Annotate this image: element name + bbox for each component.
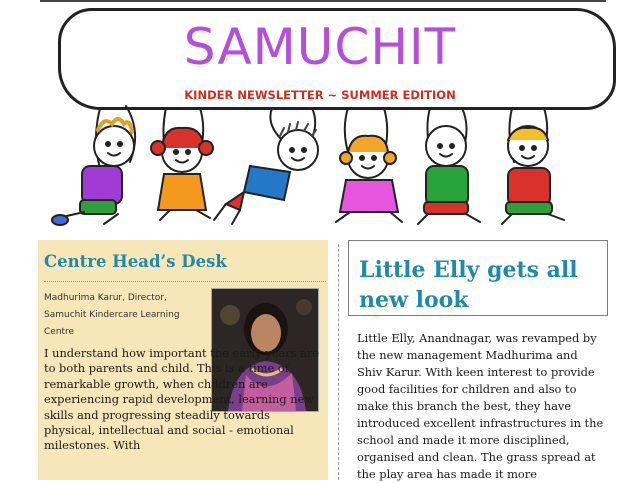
purple-shirt-child (52, 106, 135, 225)
column-divider (338, 244, 339, 480)
byline-org: Samuchit Kindercare Learning (44, 310, 180, 320)
centre-head-body (44, 346, 324, 454)
masthead (0, 0, 640, 232)
article-heading: Little Elly gets all new look (359, 257, 578, 313)
children-holding-banner-illustration (0, 100, 640, 230)
centre-head-paragraph: I understand how important the early years are to both parents and child. This is a time of remarkable growth, when children are experiencing rapid development, learning new skills and progressing steadily towards physical, intellectual and social - emotional milestones. With (44, 346, 320, 453)
newsletter-title: SAMUCHIT (183, 18, 457, 76)
red-shirt-child (502, 108, 564, 224)
heading-divider (44, 281, 326, 282)
newsletter-edition: KINDER NEWSLETTER ~ SUMMER EDITION (184, 88, 456, 102)
blue-shirt-child (214, 108, 318, 224)
centre-head-section (38, 240, 328, 480)
green-shirt-child (418, 108, 480, 224)
byline-tail: Centre (44, 327, 75, 337)
pink-shirt-girl (336, 108, 402, 222)
centre-head-heading: Centre Head’s Desk (44, 252, 227, 271)
article-title-box (348, 240, 608, 316)
article-body (357, 330, 605, 483)
article-paragraph: Little Elly, Anandnagar, was revamped by the new management Madhurima and Shiv Karur. With keen interest to provide good facilities for children and also to make this branch the best, they have introduced excellent infrastructures in the school and made it more disciplined, organised and clean. The grass spread at the play area has made it more (357, 331, 604, 481)
orange-shirt-girl (151, 108, 213, 220)
director-byline (44, 290, 208, 341)
byline-name: Madhurima Karur, Director, (44, 293, 167, 303)
